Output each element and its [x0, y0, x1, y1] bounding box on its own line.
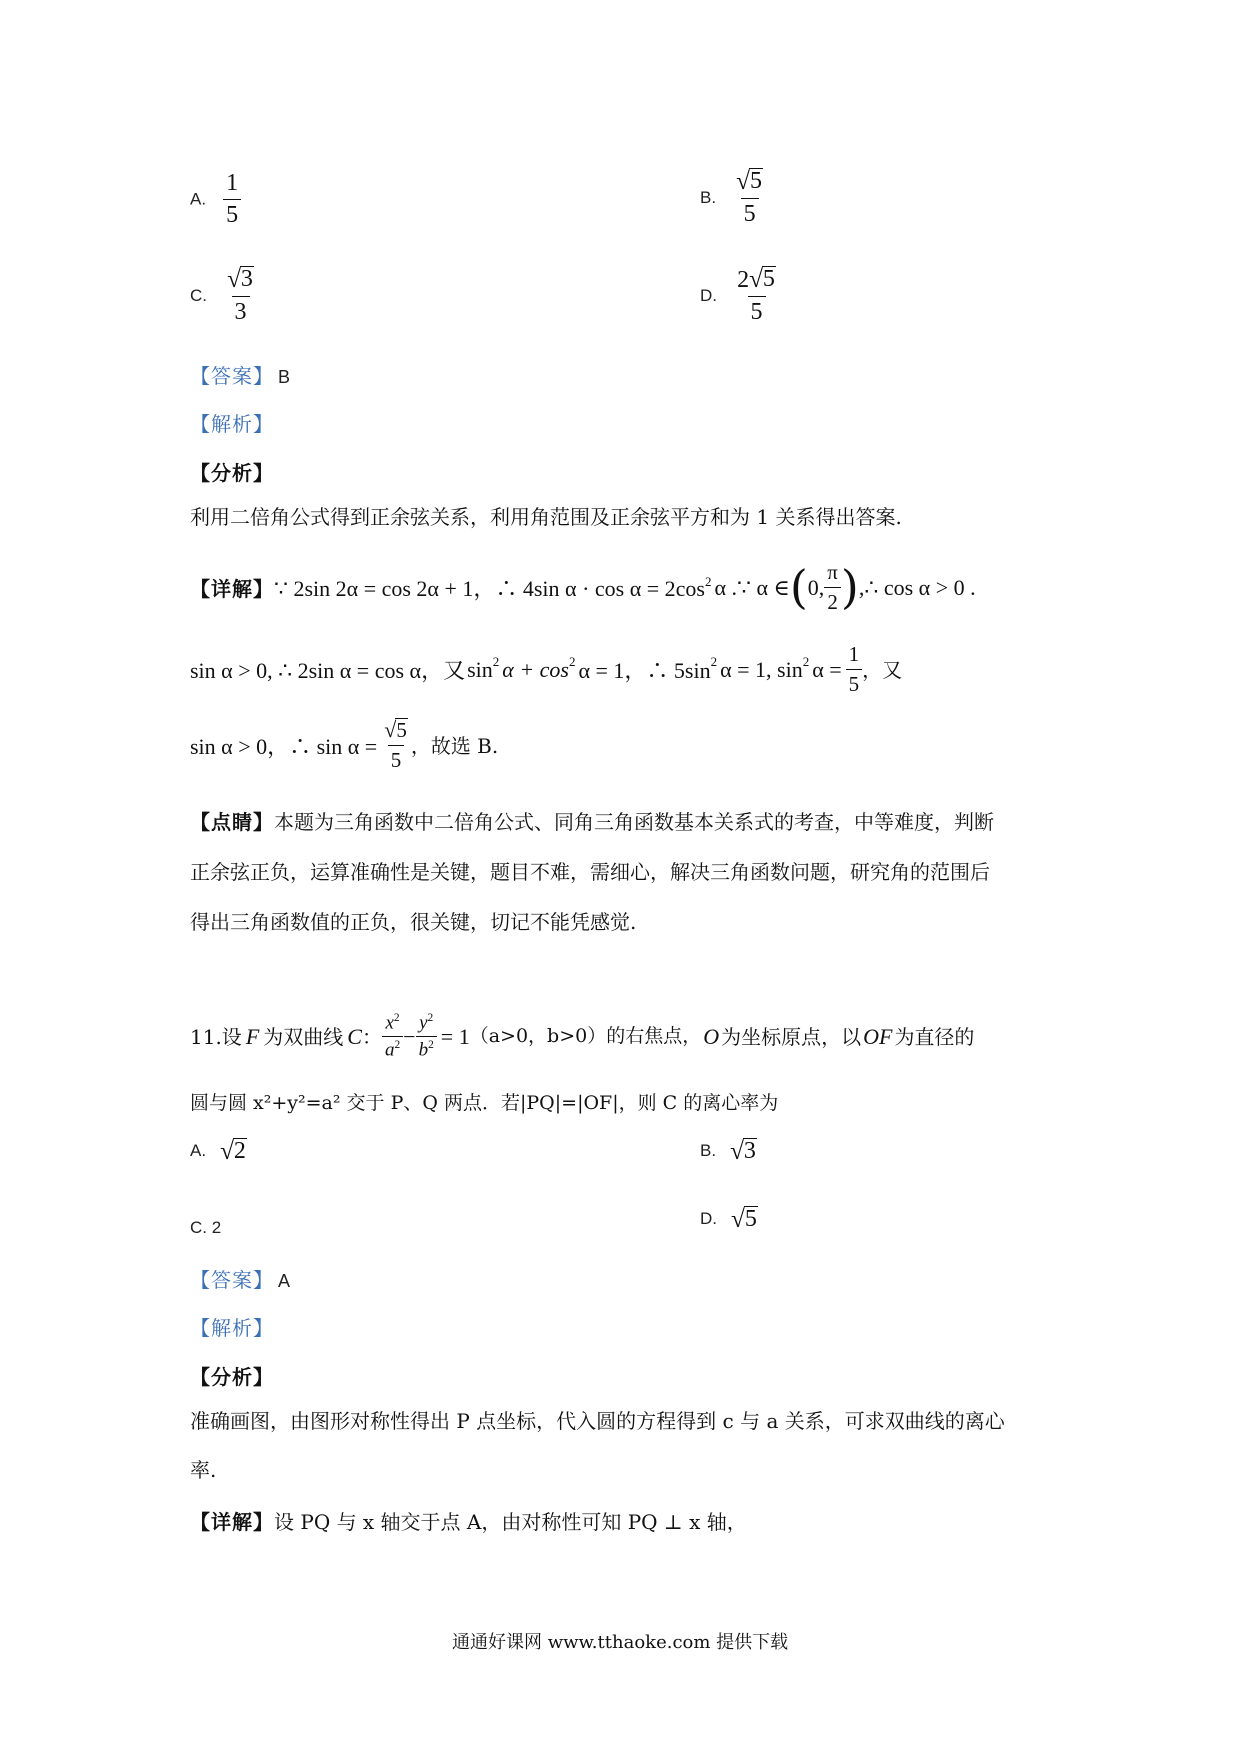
q10-analysis-tag: 【解析】: [190, 412, 274, 436]
q10-detail-line2: sin α > 0, ∴ 2sin α = cos α，又 sin $^2$ α + cos $^2$ α = 1，∴ 5sin $^2$ α = 1, sin $^2$ α = $\frac{1}{5}$ ，又: [190, 642, 903, 696]
detail-tag: 【详解】: [190, 1510, 274, 1534]
q11-detail-line: 【详解】设 PQ 与 x 轴交于点 A，由对称性可知 PQ ⊥ x 轴，: [190, 1510, 747, 1534]
q11-stem-line2: 圆与圆 x²+y²=a² 交于 P、Q 两点．若|PQ|=|OF|，则 C 的离心率为: [190, 1092, 779, 1114]
q10-detail-line1: 【详解】 ∵ 2sin 2α = cos 2α + 1，∴ 4sin α · cos α = 2cos $^2$ α .∵ α ∈ ( 0, $\frac{\pi}{2}$ ) ,∴ cos α > 0 .: [190, 559, 976, 614]
q11-fenxi-line1: 准确画图，由图形对称性得出 P 点坐标，代入圆的方程得到 c 与 a 关系，可求双曲线的离心: [190, 1409, 1005, 1433]
fraction: √ 5 5: [736, 167, 762, 227]
q11-option-b[interactable]: B. √ 3: [700, 1137, 756, 1165]
fraction: $\frac{1}{5}$: [846, 642, 863, 697]
answer-value: A: [278, 1271, 291, 1291]
detail-tag: 【详解】: [190, 577, 274, 601]
q10-fenxi-tag: 【分析】: [190, 461, 274, 485]
answer-value: B: [278, 367, 291, 387]
sqrt: √ 2: [220, 1137, 246, 1165]
fraction: $\frac{1}{5}$: [223, 170, 241, 229]
fraction: 2 √ 5 5: [737, 265, 775, 325]
q10-dianjing-line2: 正余弦正负，运算准确性是关键，题目不难，需细心，解决三角函数问题，研究角的范围后: [190, 860, 990, 884]
option-label: A.: [190, 189, 207, 209]
option-label: B.: [700, 187, 717, 207]
sqrt: √ 3: [730, 1137, 756, 1165]
q11-stem-line1: 11.设 F 为双曲线 C ： $\frac{x^2}{a^2}$ − $\frac{y^2}{b^2}$ = 1 （a>0，b>0）的右焦点， O 为坐标原点，以 OF 为直径的: [190, 1012, 975, 1061]
q10-option-a[interactable]: [190, 170, 241, 229]
q11-option-d[interactable]: D. √ 5: [700, 1205, 757, 1233]
answer-tag: 【答案】: [190, 364, 274, 388]
option-label: C.: [190, 285, 207, 305]
answer-tag: 【答案】: [190, 1268, 274, 1292]
fraction: $\frac{x^2}{a^2}$: [382, 1012, 403, 1062]
q10-dianjing-line1: 【点睛】本题为三角函数中二倍角公式、同角三角函数基本关系式的考查，中等难度，判断: [190, 810, 994, 834]
q10-dianjing-line3: 得出三角函数值的正负，很关键，切记不能凭感觉.: [190, 910, 637, 934]
q10-option-d[interactable]: [700, 266, 779, 326]
q10-option-b[interactable]: [700, 168, 766, 228]
q11-option-c[interactable]: C. 2: [190, 1218, 222, 1237]
fraction: √ 3 3: [227, 265, 253, 325]
dianjing-tag: 【点睛】: [190, 810, 274, 834]
q10-option-c[interactable]: [190, 266, 257, 326]
option-label: D.: [700, 285, 717, 305]
page-footer: 通通好课网 www.tthaoke.com 提供下载: [452, 1632, 789, 1653]
q11-analysis-tag: 【解析】: [190, 1316, 274, 1340]
fraction: $\frac{\pi}{2}$: [824, 560, 841, 615]
q11-fenxi-line2: 率.: [190, 1458, 217, 1482]
sqrt: √ 5: [731, 1205, 757, 1233]
q11-answer: [190, 1264, 290, 1293]
q11-option-a[interactable]: A. √ 2: [190, 1137, 246, 1165]
q10-fenxi-text: 利用二倍角公式得到正余弦关系，利用角范围及正余弦平方和为 1 关系得出答案.: [190, 505, 902, 529]
q11-fenxi-tag: 【分析】: [190, 1365, 274, 1389]
fraction: √ 5 5: [384, 717, 407, 772]
q10-answer: [190, 360, 290, 389]
fraction: $\frac{y^2}{b^2}$: [416, 1012, 437, 1062]
q10-detail-line3: sin α > 0，∴ sin α = √ 5 5 ，故选 B.: [190, 717, 499, 772]
